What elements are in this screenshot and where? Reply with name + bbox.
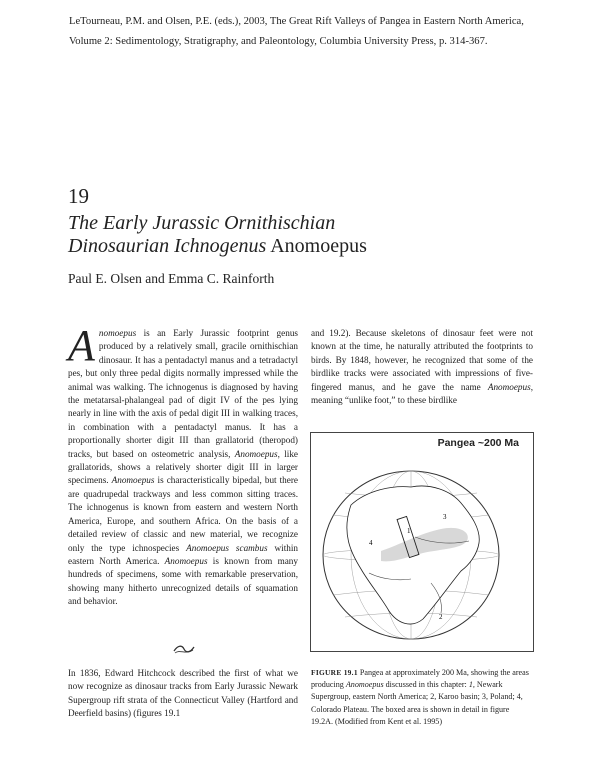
body-column-right — [311, 327, 533, 407]
authors: Paul E. Olsen and Emma C. Rainforth — [68, 271, 275, 286]
figure-caption: FIGURE 19.1 Pangea at approximately 200 Ma, showing the areas producing Anomoepus discussed in this chapter: 1, Newark Supergroup, eastern North America; 2, Karoo basin; 3, Poland; 4, Colorado Plateau. The boxed area is shown in detail in figure 19.2A. (Modified from Kent et al. 1995) — [311, 668, 529, 726]
locality-label-3: 3 — [443, 513, 447, 521]
title-line-1: The Early Jurassic Ornithischian — [68, 212, 336, 234]
caption-label: FIGURE 19.1 — [311, 668, 358, 677]
pangea-map — [311, 433, 533, 651]
title-line-2-genus: Anomoepus — [270, 235, 367, 257]
figure-19-1 — [310, 432, 534, 652]
abstract-paragraph: Anomoepus is an Early Jurassic footprint genus produced by a relatively small, gracile ornithischian dinosaur. It has a pentadactyl manus and a tetradactyl pes, but only three pedal digits normally impressed while the animal was walking. The ichnogenus is diagnosed by having the metatarsal-phalangeal pad of digit IV of the pes lying nearly in line with the axis of pedal digit III in walking traces, in combination with a pentadactyl manus. It has a proportionally shorter digit III than grallatorid (theropod) tracks, but based on osteometric analysis, Anomoepus, like grallatorids, shows a relatively shorter digit III in larger specimens. Anomoepus is characteristically bipedal, but there are quadrupedal trackways and less common sitting traces. The ichnogenus is known from eastern and western North America, Europe, and southern Africa. On the basis of a detailed review of classic and new material, we recognize only the type ichnospecies Anomoepus scambus within eastern North America. Anomoepus is known from many hundreds of specimens, some with remarkable preservation, showing many hitherto unrecognized details of squamation and behavior. — [68, 321, 299, 607]
body-column-left — [68, 667, 298, 721]
figure-title: Pangea ~200 Ma — [437, 437, 519, 449]
citation-header: LeTourneau, P.M. and Olsen, P.E. (eds.), 2003, The Great Rift Valleys of Pangea in Eastern North America, Volume 2: Sedimentology, Stratigraphy, and Paleontology, Columbia University Press, p. 314-367. — [69, 16, 524, 47]
locality-label-4: 4 — [369, 539, 373, 547]
body-paragraph: and 19.2). Because skeletons of dinosaur feet were not known at the time, he naturally attributed the footprints to birds. By 1848, however, he recognized that some of the birdlike tracks were associated with impressions of five-fingered manus, and he gave the name Anomoepus, meaning “unlike foot,” to these birdlike — [311, 328, 533, 406]
chapter-number: 19 — [68, 184, 89, 208]
chapter-title — [68, 212, 548, 258]
locality-label-1: 1 — [407, 527, 411, 535]
drop-cap: A — [68, 321, 95, 370]
abstract-column — [68, 321, 299, 609]
body-paragraph: In 1836, Edward Hitchcock described the first of what we now recognize as dinosaur tracks from Early Jurassic Newark Supergroup rift strata of the Connecticut Valley (Hartford and Deerfield basins) (figures 19.1 — [68, 668, 298, 719]
locality-label-2: 2 — [439, 613, 443, 621]
section-ornament-icon — [172, 643, 196, 655]
title-line-2-italic: Dinosaurian Ichnogenus — [68, 235, 267, 257]
